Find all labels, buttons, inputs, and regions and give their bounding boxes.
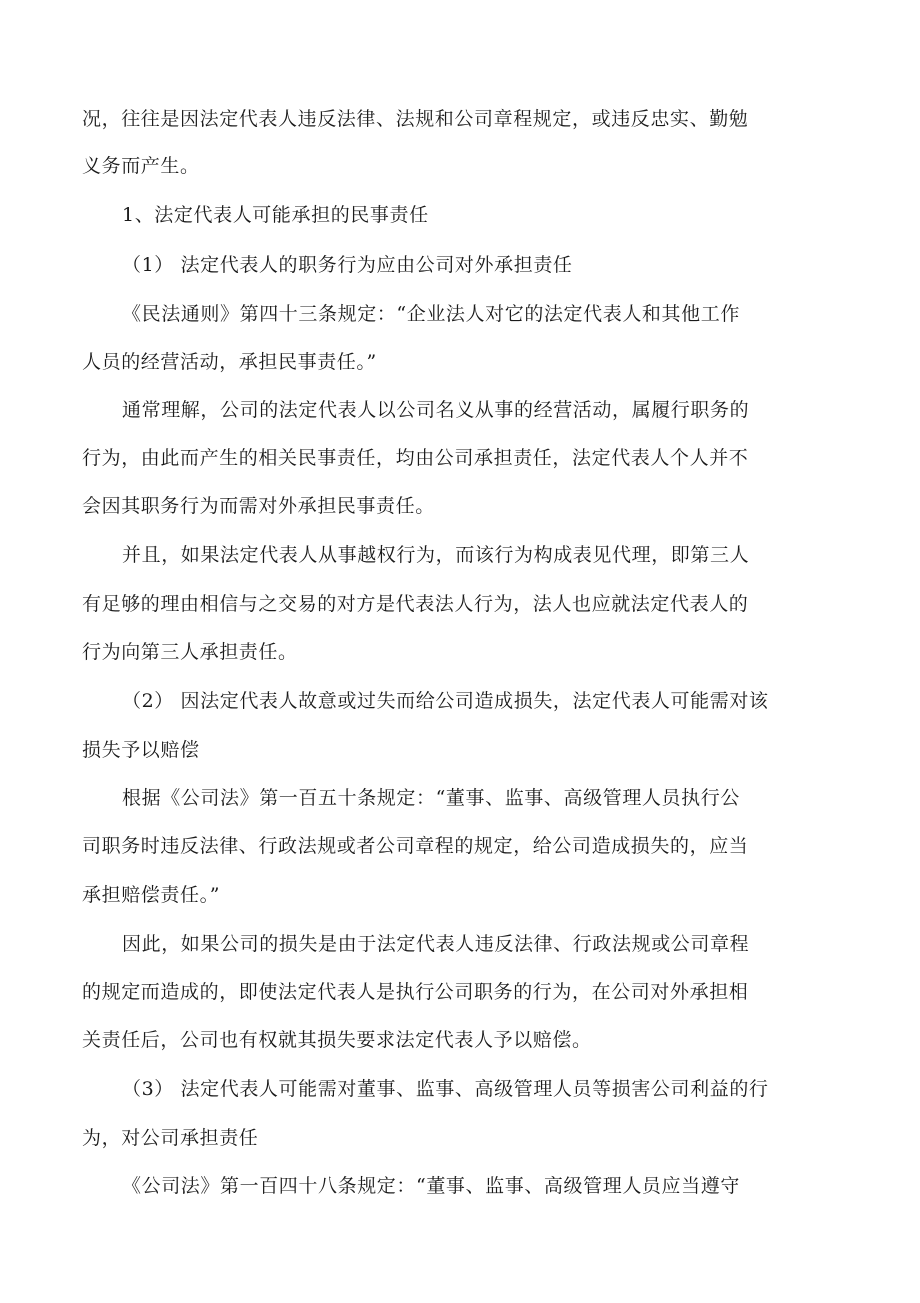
text-line: 并且，如果法定代表人从事越权行为，而该行为构成表见代理，即第三人 xyxy=(122,544,750,566)
subsection-heading: （3） 法定代表人可能需对董事、监事、高级管理人员等损害公司利益的行 xyxy=(122,1078,769,1100)
text-line: 行为，由此而产生的相关民事责任，均由公司承担责任，法定代表人个人并不 xyxy=(82,447,749,469)
text-line: 为，对公司承担责任 xyxy=(82,1127,259,1149)
text-line: 《民法通则》第四十三条规定：“企业法人对它的法定代表人和其他工作 xyxy=(122,303,740,325)
text-line: 的规定而造成的，即使法定代表人是执行公司职务的行为，在公司对外承担相 xyxy=(82,981,749,1003)
text-line: 根据《公司法》第一百五十条规定：“董事、监事、高级管理人员执行公 xyxy=(122,787,740,809)
text-line: 损失予以赔偿 xyxy=(82,739,200,761)
text-line: 《公司法》第一百四十八条规定：“董事、监事、高级管理人员应当遵守 xyxy=(122,1175,740,1197)
text-line: 有足够的理由相信与之交易的对方是代表法人行为，法人也应就法定代表人的 xyxy=(82,593,749,615)
text-line: 义务而产生。 xyxy=(82,155,200,177)
text-line: 况，往往是因法定代表人违反法律、法规和公司章程规定，或违反忠实、勤勉 xyxy=(82,108,749,130)
text-line: 因此，如果公司的损失是由于法定代表人违反法律、行政法规或公司章程 xyxy=(122,933,750,955)
text-line: 人员的经营活动，承担民事责任。” xyxy=(82,351,377,373)
text-line: 关责任后，公司也有权就其损失要求法定代表人予以赔偿。 xyxy=(82,1029,592,1051)
subsection-heading: （1） 法定代表人的职务行为应由公司对外承担责任 xyxy=(122,254,573,276)
text-line: 承担赔偿责任。” xyxy=(82,884,221,906)
text-line: 通常理解，公司的法定代表人以公司名义从事的经营活动，属履行职务的 xyxy=(122,399,750,421)
section-heading: 1、法定代表人可能承担的民事责任 xyxy=(122,204,429,226)
text-line: 行为向第三人承担责任。 xyxy=(82,641,298,663)
text-line: 司职务时违反法律、行政法规或者公司章程的规定，给公司造成损失的，应当 xyxy=(82,835,749,857)
text-line: 会因其职务行为而需对外承担民事责任。 xyxy=(82,495,435,517)
subsection-heading: （2） 因法定代表人故意或过失而给公司造成损失，法定代表人可能需对该 xyxy=(122,690,769,712)
